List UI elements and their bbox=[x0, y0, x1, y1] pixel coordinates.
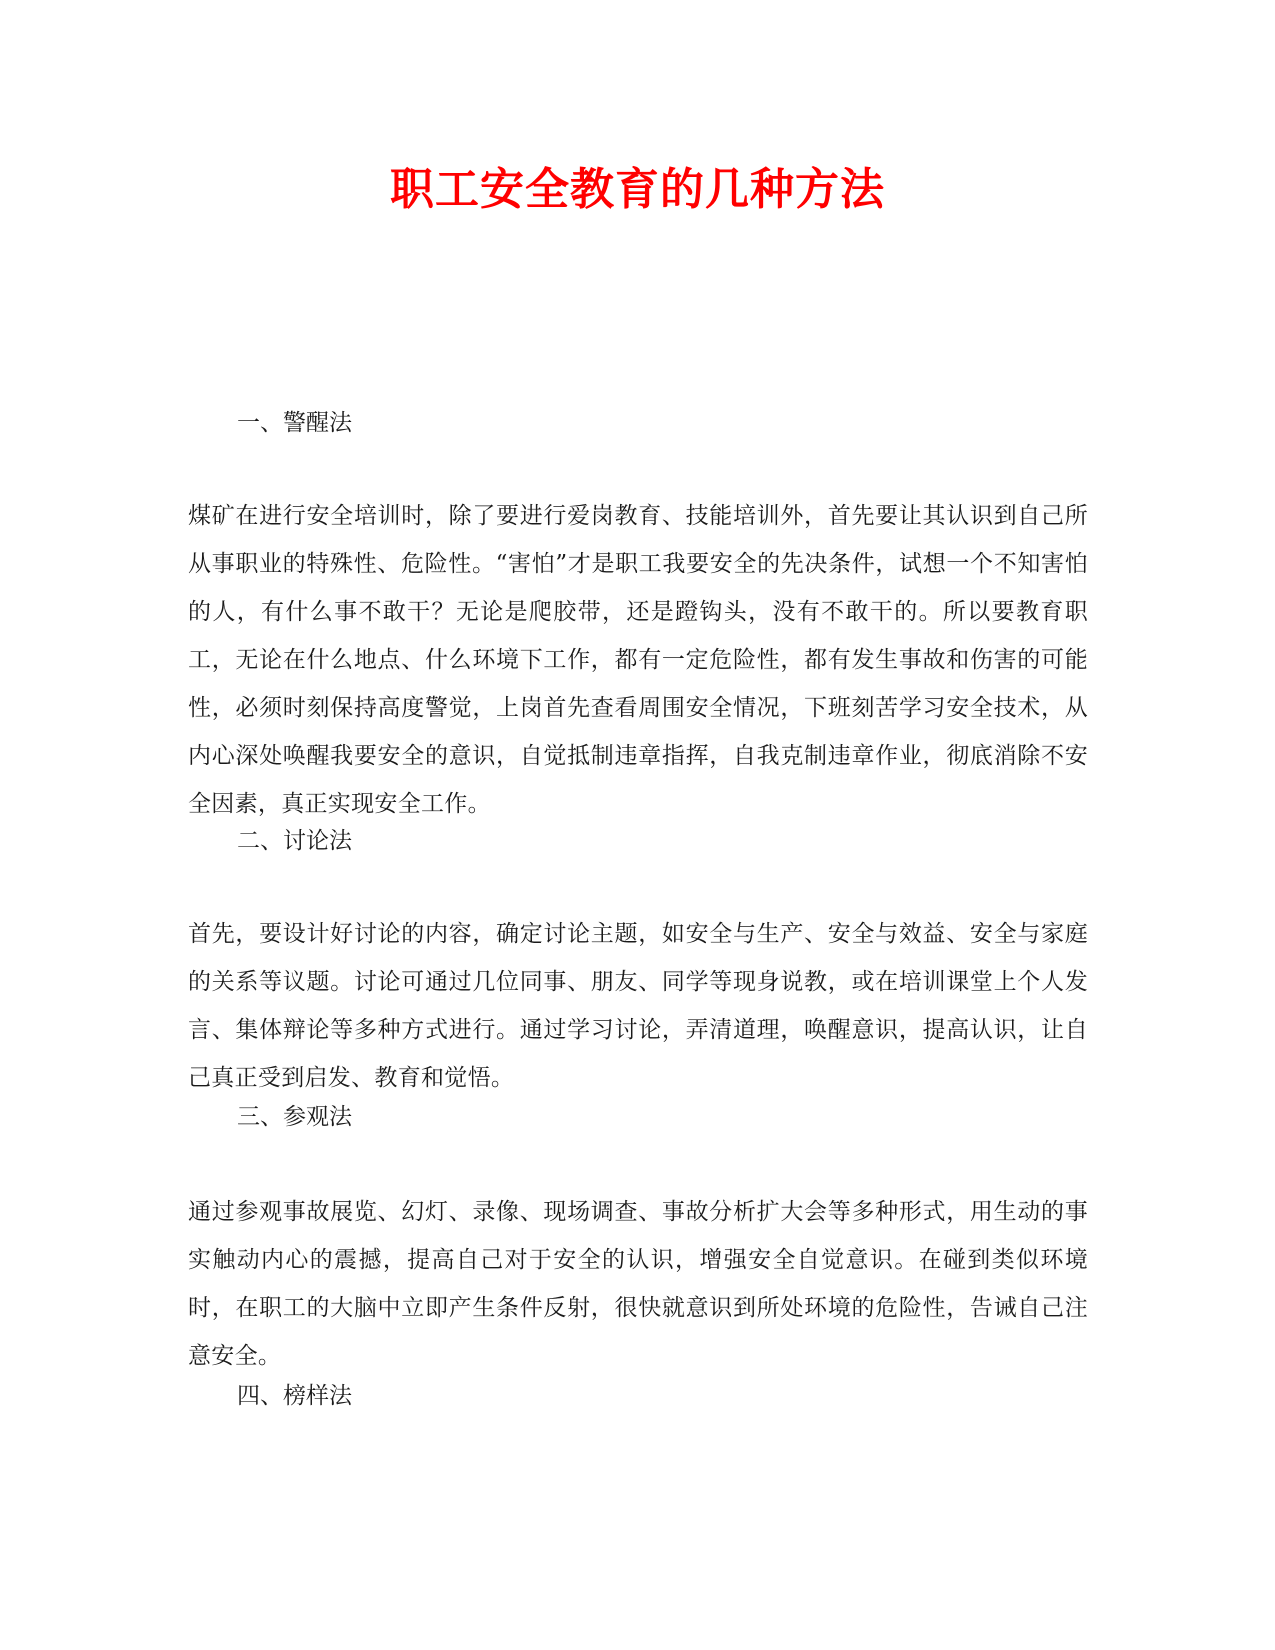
section-heading-2: 二、讨论法 bbox=[237, 828, 352, 854]
section-heading-4: 四、榜样法 bbox=[237, 1383, 352, 1409]
section-body-2: 首先，要设计好讨论的内容，确定讨论主题，如安全与生产、安全与效益、安全与家庭的关系等议题。讨论可通过几位同事、朋友、同学等现身说教，或在培训课堂上个人发言、集体辩论等多种方式进行。通过学习讨论，弄清道理，唤醒意识，提高认识，让自己真正受到启发、教育和觉悟。 bbox=[188, 921, 1088, 1091]
section-body-1: 煤矿在进行安全培训时，除了要进行爱岗教育、技能培训外，首先要让其认识到自己所从事职业的特殊性、危险性。“害怕”才是职工我要安全的先决条件，试想一个不知害怕的人，有什么事不敢干？无论是爬胶带，还是蹬钩头，没有不敢干的。所以要教育职工，无论在什么地点、什么环境下工作，都有一定危险性，都有发生事故和伤害的可能性，必须时刻保持高度警觉，上岗首先查看周围安全情况，下班刻苦学习安全技术，从内心深处唤醒我要安全的意识，自觉抵制违章指挥，自我克制违章作业，彻底消除不安全因素，真正实现安全工作。 bbox=[188, 503, 1088, 817]
document-title: 职工安全教育的几种方法 bbox=[390, 164, 885, 215]
section-heading-3: 三、参观法 bbox=[237, 1104, 352, 1130]
section-body-3: 通过参观事故展览、幻灯、录像、现场调查、事故分析扩大会等多种形式，用生动的事实触动内心的震撼，提高自己对于安全的认识，增强安全自觉意识。在碰到类似环境时，在职工的大脑中立即产生条件反射，很快就意识到所处环境的危险性，告诫自己注意安全。 bbox=[188, 1199, 1088, 1369]
section-heading-1: 一、警醒法 bbox=[237, 410, 352, 436]
